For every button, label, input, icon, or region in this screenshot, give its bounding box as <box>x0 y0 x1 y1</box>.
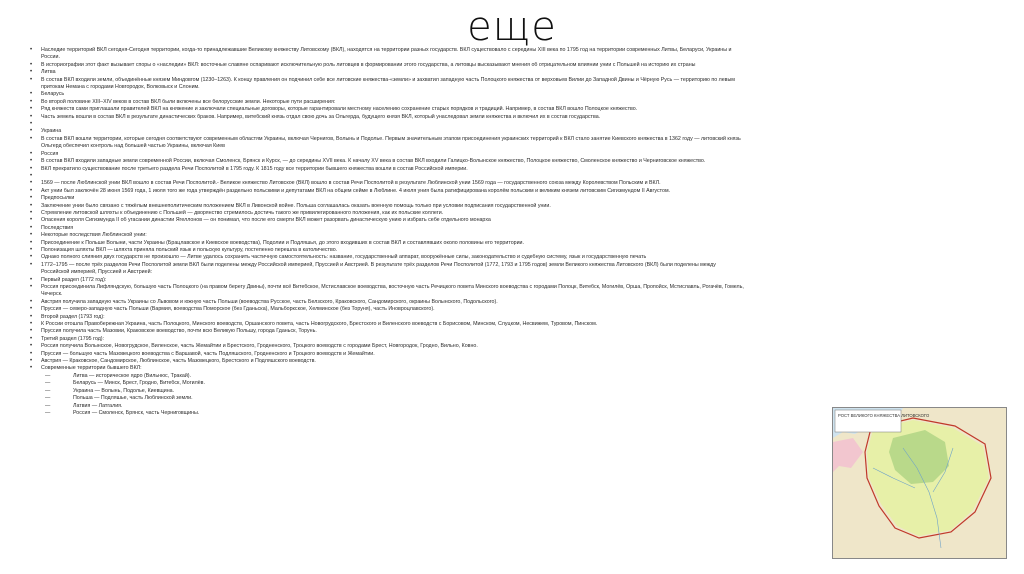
bullet-marker <box>30 403 41 410</box>
bullet-marker: • <box>30 350 33 357</box>
list-item-text: Украина <box>41 128 62 135</box>
list-item-text: Чечерск. <box>41 291 63 298</box>
dash-marker: — <box>45 402 51 409</box>
list-item <box>30 299 960 306</box>
bullet-marker: • <box>30 232 33 239</box>
territory-text: Россия — Смоленск, Брянск, часть Черниговщины. <box>73 409 200 416</box>
list-item-text <box>41 403 960 410</box>
list-item-text: Первый раздел (1772 год): <box>41 276 107 283</box>
map-title: РОСТ ВЕЛИКОГО КНЯЖЕСТВА ЛИТОВСКОГО <box>838 413 930 418</box>
territory-text: Литва — историческое ядро (Вильнюс, Тракай). <box>73 372 192 379</box>
list-item-text: Россия <box>41 150 59 157</box>
list-item <box>30 217 960 224</box>
bullet-marker: • <box>30 202 33 209</box>
map-graphic <box>833 408 1006 558</box>
list-item-text: Пруссия — северо-западную часть Польши (Вармия, воеводства Поморское (без Гданьска), Мальборкское, Хелминское (без Торуня), часть Иновроцлавского). <box>41 306 435 313</box>
list-item <box>30 410 960 417</box>
bullet-marker: • <box>30 254 33 261</box>
list-item <box>30 121 960 128</box>
bullet-marker: • <box>30 276 33 283</box>
list-item <box>30 54 960 61</box>
bullet-marker: • <box>30 76 33 83</box>
list-item-text: 1772–1795 — после трёх разделов Речи Посполитой земли ВКЛ были поделены между Российской империей, Пруссией и Австрией. В результате трёх разделов Речи Посполитой (1772, 1793 и 1795 годов) земли Великого княжества Литовского (ВКЛ) были поделены между <box>41 261 716 268</box>
bullet-marker: • <box>30 47 33 53</box>
bullet-marker: • <box>30 158 33 165</box>
list-item <box>30 306 960 313</box>
territory-text: Беларусь — Минск, Брест, Гродно, Витебск, Могилёв. <box>73 380 205 387</box>
bullet-marker: • <box>30 224 33 231</box>
bullet-marker: • <box>30 365 33 372</box>
list-item <box>30 380 960 387</box>
list-item-text: Третий раздел (1795 год): <box>41 335 105 342</box>
list-item <box>30 232 960 239</box>
list-item-text: Полонизация шляхты ВКЛ — шляхта приняла польский язык и польскую культуру, постепенно перешла в католичество. <box>41 246 338 253</box>
list-item-text: 1569 — после Люблинской унии ВКЛ вошло в состав Речи Посполитой.- Великое княжество Литовское (ВКЛ) вошло в состав Речи Посполитой в результате Люблинской унии 1569 года — государственного союза между Королевством Польским и ВКЛ. <box>41 180 661 187</box>
list-item <box>30 247 960 254</box>
historical-map <box>832 407 1007 559</box>
dash-marker: — <box>45 380 51 387</box>
bullet-marker: • <box>30 91 33 98</box>
bullet-marker: • <box>30 246 33 253</box>
list-item <box>30 47 960 54</box>
bullet-marker: • <box>30 261 33 268</box>
list-item <box>30 114 960 121</box>
list-item-text: Ольгерд обеспечил контроль над большей частью Украины, включая Киев <box>41 143 225 150</box>
bullet-marker <box>30 410 41 417</box>
list-item <box>30 269 960 276</box>
list-item-text: К России отошла Правобережная Украина, часть Полоцкого, Минского воеводств, Оршанского повета, часть Новогрудского, Брестского и Виленского воеводств с Борисовом, Минском, Слуцком, Несвижем, Туровом, Пинском. <box>41 321 598 328</box>
bullet-marker: • <box>30 284 33 290</box>
list-item <box>30 143 960 150</box>
bullet-marker: • <box>30 306 33 313</box>
list-item-text: Ряд княжеств сами приглашали правителей ВКЛ на княжение и заключали специальные договоры, которые гарантировали местному населению сохранение старых порядков и традиций. Например, в состав ВКЛ вошло Полоцкое княжество. <box>41 106 638 113</box>
bullet-marker: • <box>30 195 33 202</box>
list-item <box>30 395 960 402</box>
bullet-marker <box>30 373 41 380</box>
list-item <box>30 225 960 232</box>
bullet-marker: • <box>30 343 33 350</box>
list-item-text: Пруссия получила часть Мазовии, Краковское воеводство, почти всю Великую Польшу, города Гданьск, Торунь. <box>41 328 317 335</box>
list-item <box>30 106 960 113</box>
bullet-marker: • <box>30 135 33 142</box>
list-item <box>30 188 960 195</box>
bullet-marker: • <box>30 321 33 328</box>
list-item-text: Последствия <box>41 224 74 231</box>
list-item <box>30 180 960 187</box>
list-item-text: Заключение унии было связано с тяжёлым внешнеполитическим положением ВКЛ в Ливонской войне. Польша соглашалась оказать военную помощь только при условии подписания государственной унии. <box>41 202 551 209</box>
list-item-text: В историографии этот факт вызывает споры о «наследии» ВКЛ: восточные славяне оспаривают исключительную роль литовцев в формировании этого государства, а литовцы высказывают мнения об отрицательном влиянии унии с Польшей на историю их страны <box>41 61 696 68</box>
list-item-text: Беларусь <box>41 91 65 98</box>
list-item <box>30 328 960 335</box>
list-item-text: В состав ВКЛ вошли территории, которые сегодня соответствуют современным областям Украины, включая Чернигов, Волынь и Подолье. Первым значительным этапом присоединения украинских территорий к ВКЛ стало занятие Киевского княжества в 1362 году — литовский князь <box>41 135 741 142</box>
bullet-marker: • <box>30 172 33 179</box>
list-item <box>30 203 960 210</box>
list-item-text: Россия присоединила Лифляндскую, большую часть Полоцкого (на правом берегу Двины), почти всё Витебское, Мстиславское воеводства, восточную часть Речицкого повета Минского воеводства с городами Полоцк, Витебск, Могилёв, Орша, Пропойск, Мстиславль, Рогачёв, Гомель, <box>41 284 744 290</box>
list-item-text <box>41 395 960 402</box>
bullet-marker: • <box>30 298 33 305</box>
list-item <box>30 69 960 76</box>
list-item-text: ВКЛ прекратило существование после третьего раздела Речи Посполитой в 1795 году. К 1815 году все территории бывшего княжества вошли в состав Российской империи. <box>41 165 468 172</box>
bullet-marker: • <box>30 209 33 216</box>
list-item-text: Акт унии был заключён 28 июня 1569 года, 1 июля того же года утверждён раздельно польскими и депутатами ВКЛ на общем сейме в Люблине. 4 июля уния была ратифицирована королём польским и великим князем литовским Сигизмундом II Августом. <box>41 187 671 194</box>
list-item-text: Часть земель вошли в состав ВКЛ в результате династических браков. Например, витебский князь отдал свою дочь за Ольгерда, будущего князя ВКЛ, который унаследовал земли княжества и включил их в состав государства. <box>41 113 601 120</box>
bullet-marker <box>30 395 41 402</box>
dash-marker: — <box>45 372 51 379</box>
list-item-text: Стремление литовской шляхты к объединению с Польшей — дворянство стремилось достичь такого же привилегированного положения, как их польские коллеги. <box>41 209 444 216</box>
list-item <box>30 358 960 365</box>
list-item-text: В состав ВКЛ входили земли, объединённые князем Миндовгом (1230–1263). К концу правления он подчинил себе все литовские княжества-«земли» и захватил западную часть Полоцкого княжества от верховьев Вилии до Западной Двины и Чёрную Русь — территорию по левым <box>41 76 735 83</box>
list-item <box>30 195 960 202</box>
bullet-marker: • <box>30 128 33 135</box>
list-item-text: Некоторые последствия Люблинской унии: <box>41 232 147 239</box>
list-item <box>30 351 960 358</box>
list-item <box>30 84 960 91</box>
dash-marker: — <box>45 395 51 402</box>
bullet-marker: • <box>30 69 33 76</box>
bullet-marker: • <box>30 358 33 365</box>
list-item-text: Опасения короля Сигизмунда II об угасании династии Ягеллонов — он понимал, что после его смерти ВКЛ может разорвать династическую унию и избрать себе отдельного монарха <box>41 217 491 224</box>
list-item <box>30 262 960 269</box>
list-item <box>30 136 960 143</box>
list-item <box>30 321 960 328</box>
list-item <box>30 343 960 350</box>
bullet-list <box>30 47 960 417</box>
list-item-text: Россия получила Волынское, Новогрудское, Виленское, часть Жемайтии и Брестского, Гродненского, Троцкого воеводств с городами Брест, Новгородок, Гродно, Вильно, Ковно. <box>41 343 478 350</box>
list-item-text: Современные территории бывшего ВКЛ: <box>41 365 142 372</box>
list-item <box>30 365 960 372</box>
list-item <box>30 314 960 321</box>
bullet-marker: • <box>30 121 33 128</box>
list-item-text: России. <box>41 54 60 61</box>
bullet-marker: • <box>30 106 33 113</box>
bullet-marker: • <box>30 98 33 105</box>
bullet-marker <box>30 291 41 298</box>
bullet-marker: • <box>30 61 33 68</box>
territory-text: Украина — Волынь, Подолье, Киевщина. <box>73 387 175 394</box>
list-item-text <box>41 173 960 180</box>
bullet-marker: • <box>30 113 33 120</box>
list-item-text: В состав ВКЛ входили западные земли современной России, включая Смоленск, Брянск и Курск, — до середины XVII века. К началу XV века в состав ВКЛ входили Галицко-Волынское княжество, Полоцкое княжество, Смоленское княжество и Черниговское княжество. <box>41 158 706 165</box>
list-item <box>30 151 960 158</box>
list-item-text: Однако полного слияния двух государств не произошло — Литве удалось сохранить частичную самостоятельность: название, государственный аппарат, вооружённые силы, законодательство и судебную систему, язык и государственную печать <box>41 254 647 261</box>
bullet-marker <box>30 380 41 387</box>
list-item-text: Во второй половине XIII–XIV веков в состав ВКЛ были включены все белорусские земли. Некоторые пути расширения: <box>41 98 336 105</box>
list-item-text: притокам Немана с городами Новгородок, Волковыск и Слоним. <box>41 84 200 91</box>
list-item-text: Российской империей, Пруссией и Австрией: <box>41 269 153 276</box>
bullet-marker <box>30 143 41 150</box>
list-item <box>30 284 960 291</box>
bullet-marker: • <box>30 180 33 187</box>
bullet-marker: • <box>30 239 33 246</box>
list-item <box>30 173 960 180</box>
list-item-text: Австрия получила западную часть Украины со Львовом и южную часть Польши (воеводства Русское, часть Белзского, Краковского, Сандомирского, окраины Волынского, Подольского). <box>41 298 498 305</box>
list-item <box>30 128 960 135</box>
bullet-marker: • <box>30 187 33 194</box>
list-item-text: Литва <box>41 69 56 76</box>
list-item <box>30 403 960 410</box>
list-item <box>30 277 960 284</box>
list-item <box>30 91 960 98</box>
bullet-marker <box>30 84 41 91</box>
list-item-text <box>41 121 960 128</box>
bullet-marker: • <box>30 335 33 342</box>
list-item <box>30 373 960 380</box>
list-item <box>30 210 960 217</box>
slide-title: еще <box>467 4 557 50</box>
list-item <box>30 158 960 165</box>
list-item-text <box>41 388 960 395</box>
list-item-text: Наследие территорий ВКЛ сегодня-Сегодня территории, когда-то принадлежавшие Великому княжеству Литовскому (ВКЛ), находятся на территории разных государств. ВКЛ существовало с середины XIII века по 1795 год на территории современных Литвы, Беларуси, Украины и <box>41 47 732 53</box>
list-item-text <box>41 380 960 387</box>
dash-marker: — <box>45 409 51 416</box>
bullet-marker <box>30 388 41 395</box>
list-item <box>30 99 960 106</box>
list-item <box>30 240 960 247</box>
list-item <box>30 77 960 84</box>
dash-marker: — <box>45 387 51 394</box>
list-item-text: Австрия — Краковское, Сандомирское, Люблинское, часть Мазовецкого, Брестского и Подляшского воеводств. <box>41 358 316 365</box>
bullet-marker <box>30 269 41 276</box>
list-item-text: Пруссия — большую часть Мазовецкого воеводства с Варшавой, часть Подляшского, Гродненского и Троцкого воеводств и Жемайтии. <box>41 350 375 357</box>
list-item-text <box>41 410 960 417</box>
bullet-marker <box>30 54 41 61</box>
list-item-text: Присоединение к Польше Волыни, части Украины (Брацлавское и Киевское воеводства), Подолии и Подляшья, до этого входивших в состав ВКЛ и составлявших около половины его территории. <box>41 239 524 246</box>
list-item <box>30 388 960 395</box>
bullet-marker: • <box>30 217 33 224</box>
territory-text: Польша — Подляшье, часть Люблинской земли. <box>73 395 193 402</box>
list-item <box>30 166 960 173</box>
list-item-text: Предпосылки <box>41 195 75 202</box>
list-item <box>30 291 960 298</box>
bullet-marker: • <box>30 313 33 320</box>
list-item-text: Второй раздел (1793 год): <box>41 313 105 320</box>
list-item <box>30 62 960 69</box>
territory-text: Латвия — Латгалия. <box>73 402 123 409</box>
bullet-marker: • <box>30 165 33 172</box>
list-item <box>30 336 960 343</box>
bullet-marker: • <box>30 150 33 157</box>
bullet-marker: • <box>30 328 33 335</box>
list-item <box>30 254 960 261</box>
list-item-text <box>41 373 960 380</box>
